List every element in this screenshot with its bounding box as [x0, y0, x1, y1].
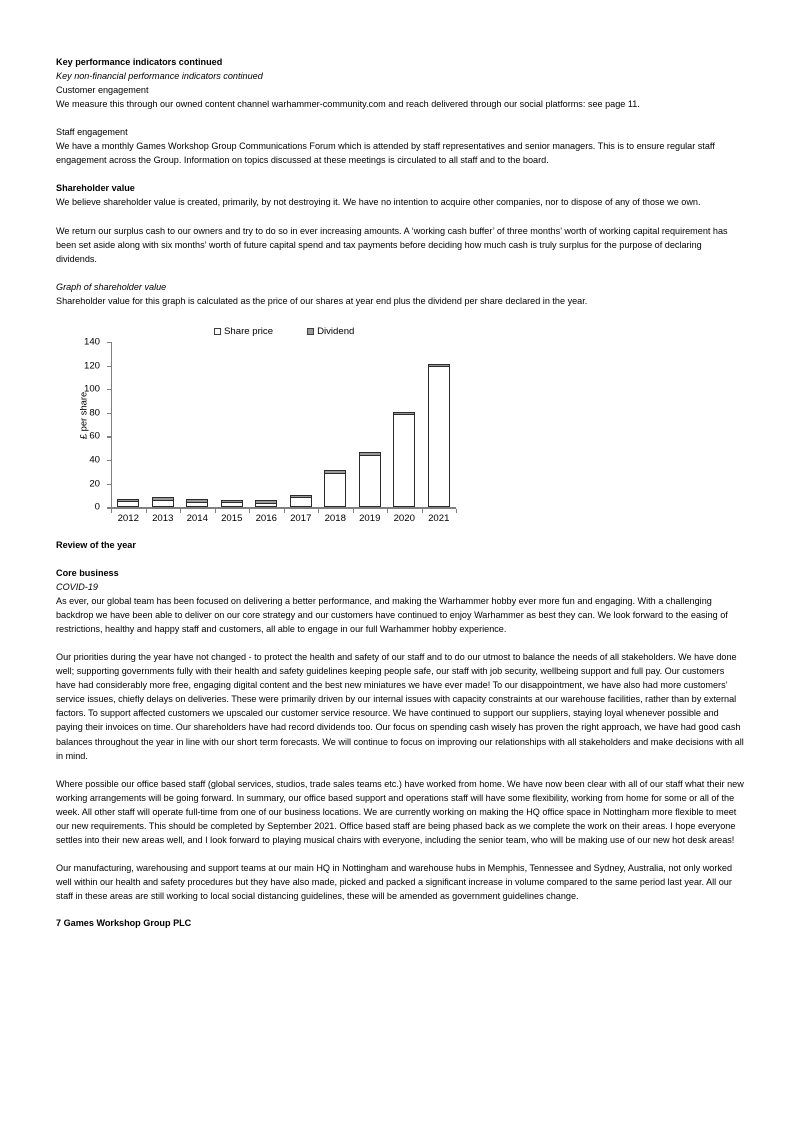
chart-x-tick-label: 2013 — [152, 512, 174, 524]
chart-bar-segment-share-price — [117, 501, 139, 507]
legend-item-dividend — [307, 326, 354, 338]
spacer — [56, 763, 744, 777]
chart-y-tick-label: 140 — [83, 336, 100, 348]
spacer — [56, 552, 744, 566]
graph-of-shareholder-value-heading: Graph of shareholder value — [56, 281, 167, 292]
chart-bar-segment-share-price — [186, 502, 208, 508]
shareholder-value-heading: Shareholder value — [56, 183, 135, 194]
chart-x-tick-label: 2012 — [117, 512, 139, 524]
core-business-heading: Core business — [56, 567, 119, 578]
chart-y-tick-label: 100 — [83, 383, 100, 395]
document-body-lower — [56, 538, 744, 930]
staff-engagement-label: Staff engagement — [56, 127, 128, 138]
spacer — [56, 847, 744, 861]
chart-x-tick-label: 2017 — [290, 512, 312, 524]
chart-x-axis-labels — [111, 513, 456, 529]
chart-y-axis-title: £ per share — [77, 391, 89, 440]
page-title: Key performance indicators continued — [56, 57, 223, 67]
chart-bar-segment-share-price — [393, 414, 415, 507]
legend-item-share-price — [214, 326, 273, 338]
chart-bar — [221, 500, 243, 508]
chart-y-tick-label: 20 — [89, 478, 100, 490]
chart-y-tick-label: 0 — [94, 501, 100, 513]
review-para-2: Our priorities during the year have not changed - to protect the health and safety of our staff and to do our utmost to balance the needs of all stakeholders. We have done well; supporting governments fully with their health and safety guidelines keeping people safe, our staff with job security, wellbeing support and full pay. Our customers have had considerably more free, engaging digital content and the best new miniatures we have ever made! To our disappointment, we have also had more customers’ service issues, chiefly delays on deliveries. These were primarily driven by our internal issues with capacity constraints at our warehouse facilities, rather than by external factors. To support affected customers we upscaled our customer service resource. We have continued to support our suppliers, staying loyal whenever possible and paying their invoices on time. Our shareholders have had record dividends too. Our focus on spending cash wisely has proven the right approach, we have had good cash balances throughout the year in line with our short term forecasts. We will continue to focus on improving our relationships with all stakeholders and make decisions with all in mind. — [56, 652, 744, 761]
spacer — [56, 167, 744, 181]
legend-swatch-icon — [307, 328, 314, 335]
chart-x-tick-label: 2016 — [255, 512, 277, 524]
shareholder-value-para-1: We believe shareholder value is created, primarily, by not destroying it. We have no intention to acquire other companies, nor to dispose of any of those we own. — [56, 197, 701, 208]
chart-bars — [111, 342, 456, 508]
legend-label-dividend: Dividend — [317, 325, 355, 337]
chart-bar-segment-share-price — [152, 500, 174, 508]
chart-x-tick-label: 2019 — [359, 512, 381, 524]
chart-x-tick-label: 2014 — [186, 512, 208, 524]
chart-bar — [393, 412, 415, 508]
chart-y-tick-label: 80 — [89, 407, 100, 419]
shareholder-value-chart — [56, 326, 476, 538]
chart-y-tick-label: 40 — [89, 454, 100, 466]
chart-x-tick-label: 2015 — [221, 512, 243, 524]
spacer — [56, 266, 744, 280]
review-para-4: Our manufacturing, warehousing and support teams at our main HQ in Nottingham and warehouse hubs in Memphis, Tennessee and Sydney, Australia, not only worked well within our health and safety procedures but they have also made, picked and packed a significant increase in volume compared to the same period last year. All our staff in these areas are still working to local social distancing guidelines, these will be amended as government guidelines change. — [56, 862, 733, 902]
chart-bar — [152, 497, 174, 507]
customer-engagement-body: We measure this through our owned content channel warhammer-community.com and reach delivered through our social platforms: see page 11. — [56, 99, 640, 110]
covid-19-heading: COVID-19 — [56, 581, 98, 592]
chart-y-tick-label: 60 — [89, 430, 100, 442]
chart-x-tick-label: 2018 — [324, 512, 346, 524]
chart-bar-segment-share-price — [221, 502, 243, 507]
review-para-3: Where possible our office based staff (global services, studios, trade sales teams etc.) have worked from home. We have now been clear with all of our staff what their new working arrangements will be going forward. In summary, our office based support and operations staff will have some flexibility, working from home for some or all of the week. All other staff will operate full-time from one of our business locations. We are currently working on making the HQ office space in Nottingham more flexible to meet our new requirements. This should be completed by September 2021. Office based staff are being phased back as we complete the work on their areas. I hope everyone settles into their new areas well, and I look forward to playing musical chairs with everyone, including the senior team, who will be making use of our new hot desk areas! — [56, 778, 744, 845]
chart-x-tick — [456, 509, 457, 513]
legend-label-share-price: Share price — [224, 325, 274, 337]
spacer — [56, 210, 744, 224]
chart-bar — [290, 495, 312, 508]
chart-y-tick-label: 120 — [83, 360, 100, 371]
graph-caption: Shareholder value for this graph is calculated as the price of our shares at year end plus the dividend per share declared in the year. — [56, 295, 588, 306]
legend-swatch-icon — [214, 328, 221, 335]
page-subtitle: Key non-financial performance indicators continued — [56, 71, 263, 82]
chart-bar — [359, 452, 381, 507]
chart-bar-segment-share-price — [428, 366, 450, 507]
chart-bar — [255, 500, 277, 507]
chart-bar-segment-share-price — [290, 497, 312, 507]
chart-x-tick-label: 2020 — [393, 512, 415, 524]
shareholder-value-para-2: We return our surplus cash to our owners and try to do so in ever increasing amounts. A ‘working cash buffer’ of three months’ worth of working capital requirement has been set aside along with six months’ worth of future capital spend and tax payments before deciding how much cash is truly surplus for the purpose of declaring dividends. — [56, 225, 728, 264]
page-footer: 7 Games Workshop Group PLC — [56, 918, 192, 929]
chart-bar — [186, 499, 208, 507]
customer-engagement-label: Customer engagement — [56, 85, 149, 96]
chart-x-tick-label: 2021 — [428, 512, 450, 524]
document-body — [56, 55, 744, 308]
chart-legend — [214, 326, 354, 338]
review-of-the-year-heading: Review of the year — [56, 539, 136, 550]
spacer — [56, 111, 744, 125]
chart-bar — [428, 364, 450, 508]
chart-bar-segment-share-price — [359, 455, 381, 508]
chart-bar-segment-share-price — [255, 503, 277, 508]
chart-bar-segment-share-price — [324, 473, 346, 508]
chart-bar — [117, 499, 139, 508]
chart-bar — [324, 470, 346, 507]
review-para-1: As ever, our global team has been focused on delivering a better performance, and making the Warhammer hobby ever more fun and engaging. With a challenging backdrop we have been able to deliver on our core strategy and our customers have continued to enjoy Warhammer as best they can. We look forward to the easing of restrictions, healthy and happy staff and customers, all able to engage in our full Warhammer hobby experience. — [56, 596, 728, 635]
staff-engagement-body: We have a monthly Games Workshop Group Communications Forum which is attended by staff representatives and senior managers. This is to ensure regular staff engagement across the Group. Information on topics discussed at these meetings is circulated to all staff and to the board. — [56, 141, 715, 166]
spacer — [56, 636, 744, 650]
